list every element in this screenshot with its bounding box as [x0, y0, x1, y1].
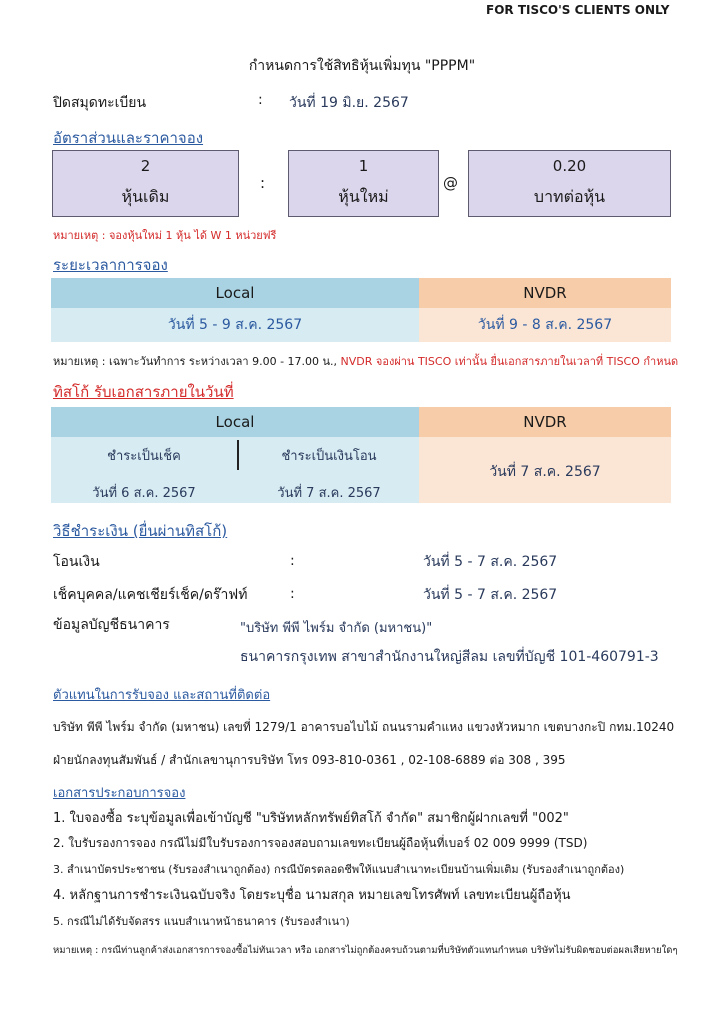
documents-heading: เอกสารประกอบการจอง — [53, 786, 186, 801]
agent-heading: ตัวแทนในการรับจอง และสถานที่ติดต่อ — [53, 688, 271, 703]
payment-heading: วิธีชำระเงิน (ยื่นผ่านทิสโก้) — [53, 522, 228, 540]
clients-only-note: FOR TISCO'S CLIENTS ONLY — [486, 3, 670, 17]
payment-transfer-date: วันที่ 5 - 7 ส.ค. 2567 — [423, 554, 558, 570]
docs-nvdr-header: NVDR — [419, 407, 671, 437]
page-title: กำหนดการใช้สิทธิหุ้นเพิ่มทุน "PPPM" — [248, 58, 476, 74]
cheque-label: ชำระเป็นเช็ค — [107, 449, 181, 464]
ratio-heading: อัตราส่วนและราคาจอง — [53, 129, 204, 147]
ratio-separator: : — [260, 174, 266, 192]
period-note-nvdr: NVDR จองผ่าน TISCO เท่านั้น ยื่นเอกสารภายในเวลาที่ TISCO กำหนด — [337, 355, 679, 368]
period-local-value: วันที่ 5 - 9 ส.ค. 2567 — [51, 308, 419, 342]
period-heading: ระยะเวลาการจอง — [53, 256, 168, 274]
document-item-3: 3. สำเนาบัตรประชาชน (รับรองสำเนาถูกต้อง) กรณีบัตรตลอดชีพให้แนบสำเนาทะเบียนบ้านเพิ่มเติม (รับรองสำเนาถูกต้อง) — [53, 863, 625, 876]
document-item-1: 1. ใบจองซื้อ ระบุข้อมูลเพื่อเข้าบัญชี "บริษัทหลักทรัพย์ทิสโก้ จำกัด" สมาชิกผู้ฝากเลขที่ "002" — [53, 811, 569, 826]
book-close-date: วันที่ 19 มิ.ย. 2567 — [289, 95, 409, 111]
agent-address: บริษัท พีพี ไพร์ม จำกัด (มหาชน) เลขที่ 1279/1 อาคารบอไบไม้ ถนนรามคำแหง แขวงหัวหมาก เขตบางกะปิ กทม.10240 — [53, 720, 675, 734]
period-nvdr-value: วันที่ 9 - 8 ส.ค. 2567 — [419, 308, 671, 342]
payment-transfer-colon: : — [290, 553, 295, 569]
bank-info-label: ข้อมูลบัญชีธนาคาร — [53, 617, 170, 633]
price-label: บาทต่อหุ้น — [533, 187, 606, 206]
payment-cheque-colon: : — [290, 586, 295, 602]
ratio-note: หมายเหตุ : จองหุ้นใหม่ 1 หุ้น ได้ W 1 หน่วยฟรี — [53, 229, 277, 242]
old-share-box — [52, 150, 239, 217]
bank-account-name: "บริษัท พีพี ไพร์ม จำกัด (มหาชน)" — [240, 621, 433, 636]
docs-local-header: Local — [51, 407, 419, 437]
book-close-label: ปิดสมุดทะเบียน — [53, 95, 147, 111]
footer-note: หมายเหตุ : กรณีท่านลูกค้าส่งเอกสารการจองซื้อไม่ทันเวลา หรือ เอกสารไม่ถูกต้องครบถ้วนตามที่บริษัทตัวแทนกำหนด บริษัทไม่รับผิดชอบต่อผลเสียหายใดๆ — [53, 945, 678, 956]
new-share-box — [288, 150, 439, 217]
new-share-label: หุ้นใหม่ — [338, 187, 389, 206]
payment-transfer-label: โอนเงิน — [53, 554, 100, 570]
document-item-2: 2. ใบรับรองการจอง กรณีไม่มีใบรับรองการจองสอบถามเลขทะเบียนผู้ถือหุ้นที่เบอร์ 02 009 9999 (TSD) — [53, 836, 588, 850]
book-close-colon: : — [258, 92, 263, 108]
old-share-label: หุ้นเดิม — [121, 187, 170, 206]
docs-heading: ทิสโก้ รับเอกสารภายในวันที่ — [53, 383, 234, 401]
price-box — [468, 150, 671, 217]
new-share-value: 1 — [358, 157, 369, 175]
payment-cheque-date: วันที่ 5 - 7 ส.ค. 2567 — [423, 587, 558, 603]
agent-contact: ฝ่ายนักลงทุนสัมพันธ์ / สำนักเลขานุการบริษัท โทร 093-810-0361 , 02-108-6889 ต่อ 308 , 395 — [53, 753, 566, 767]
period-nvdr-header: NVDR — [419, 278, 671, 308]
transfer-label: ชำระเป็นเงินโอน — [281, 449, 377, 464]
at-symbol: @ — [443, 174, 458, 192]
bank-account-detail: ธนาคารกรุงเทพ สาขาสำนักงานใหญ่สีลม เลขที่บัญชี 101-460791-3 — [240, 649, 659, 665]
document-item-4: 4. หลักฐานการชำระเงินฉบับจริง โดยระบุชื่อ นามสกุล หมายเลขโทรศัพท์ เลขทะเบียนผู้ถือหุ้น — [53, 888, 571, 903]
transfer-date: วันที่ 7 ส.ค. 2567 — [277, 486, 381, 501]
cheque-date: วันที่ 6 ส.ค. 2567 — [92, 486, 196, 501]
old-share-value: 2 — [140, 157, 151, 175]
price-value: 0.20 — [552, 157, 587, 175]
period-note-time: หมายเหตุ : เฉพาะวันทำการ ระหว่างเวลา 9.00 - 17.00 น., — [53, 355, 338, 368]
period-note — [53, 352, 678, 370]
payment-cheque-label: เช็คบุคคล/แคชเชียร์เช็ค/ดร๊าฟท์ — [53, 587, 248, 603]
period-local-header: Local — [51, 278, 419, 308]
docs-nvdr-value: วันที่ 7 ส.ค. 2567 — [489, 464, 601, 480]
document-item-5: 5. กรณีไม่ได้รับจัดสรร แนบสำเนาหน้าธนาคาร (รับรองสำเนา) — [53, 915, 350, 928]
